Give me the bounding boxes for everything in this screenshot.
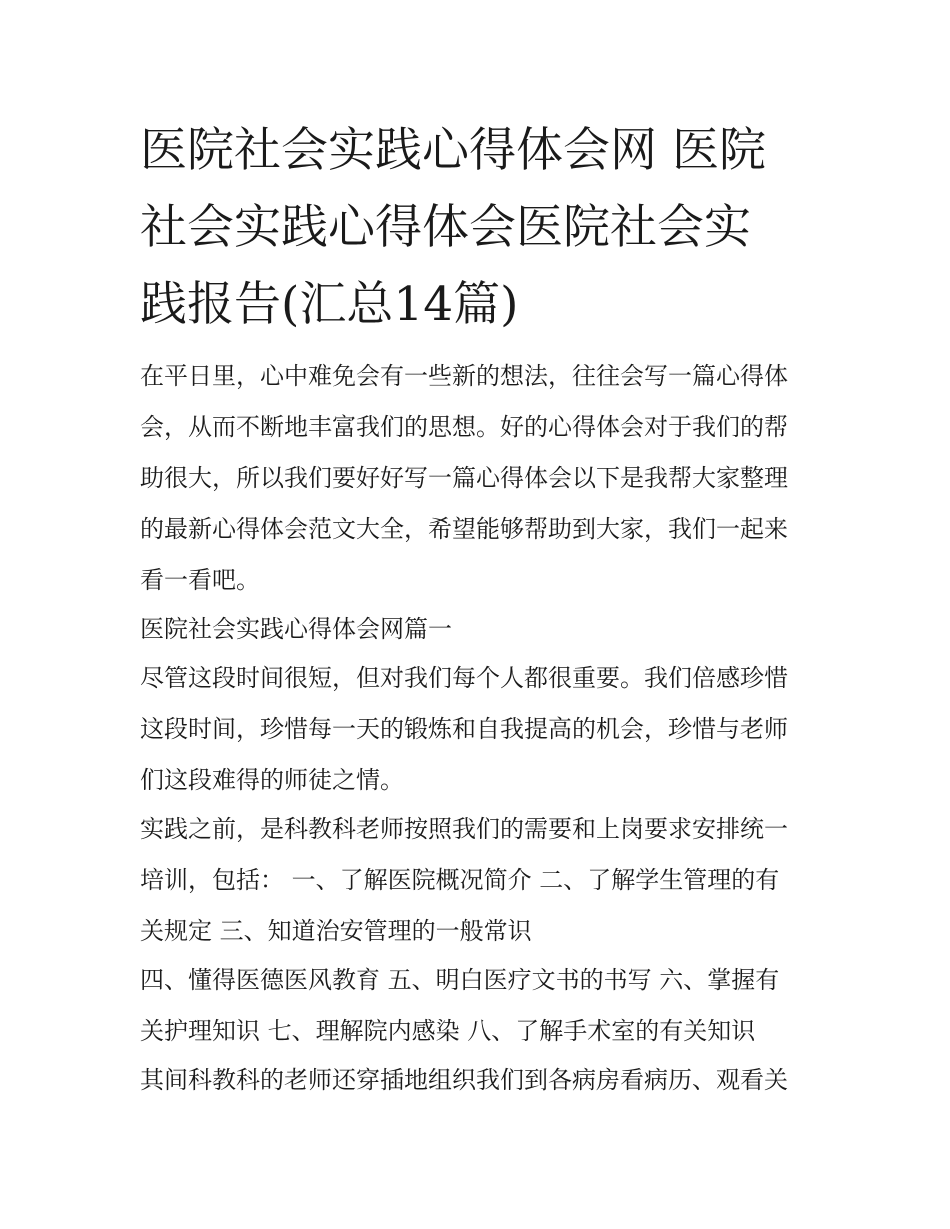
title-line: 社会实践心得体会医院社会实 xyxy=(140,200,751,255)
text-line: 这段时间，珍惜每一天的锻炼和自我提高的机会，珍惜与老师 xyxy=(140,715,788,743)
document-title xyxy=(140,112,820,343)
body-paragraph-2 xyxy=(140,804,820,955)
text-line: 实践之前，是科教科老师按照我们的需要和上岗要求安排统一 xyxy=(140,815,788,843)
text-line: 助很大，所以我们要好好写一篇心得体会以下是我帮大家整理 xyxy=(140,464,788,492)
text-line: 关护理知识 七、理解院内感染 八、了解手术室的有关知识 xyxy=(140,1017,756,1045)
body-paragraph-4 xyxy=(140,1055,820,1106)
text-line: 尽管这段时间很短，但对我们每个人都很重要。我们倍感珍惜 xyxy=(140,664,788,692)
text-line: 们这段难得的师徒之情。 xyxy=(140,766,404,794)
section-heading: 医院社会实践心得体会网篇一 xyxy=(140,615,452,643)
text-line: 的最新心得体会范文大全，希望能够帮助到大家，我们一起来 xyxy=(140,515,788,543)
text-line: 关规定 三、知道治安管理的一般常识 xyxy=(140,917,532,945)
text-line: 在平日里，心中难免会有一些新的想法，往往会写一篇心得体 xyxy=(140,362,788,390)
body-paragraph-1 xyxy=(140,653,820,804)
text-line: 看一看吧。 xyxy=(140,566,260,594)
title-line: 医院社会实践心得体会网 医院 xyxy=(140,123,766,178)
text-line: 培训，包括： 一、了解医院概况简介 二、了解学生管理的有 xyxy=(140,866,780,894)
title-line: 践报告(汇总14篇) xyxy=(140,277,519,332)
intro-paragraph xyxy=(140,351,820,604)
document-page xyxy=(140,112,820,1106)
text-line: 其间科教科的老师还穿插地组织我们到各病房看病历、观看关 xyxy=(140,1066,788,1094)
text-line: 会，从而不断地丰富我们的思想。好的心得体会对于我们的帮 xyxy=(140,413,788,441)
body-paragraph-3 xyxy=(140,955,820,1055)
text-line: 四、懂得医德医风教育 五、明白医疗文书的书写 六、掌握有 xyxy=(140,966,780,994)
